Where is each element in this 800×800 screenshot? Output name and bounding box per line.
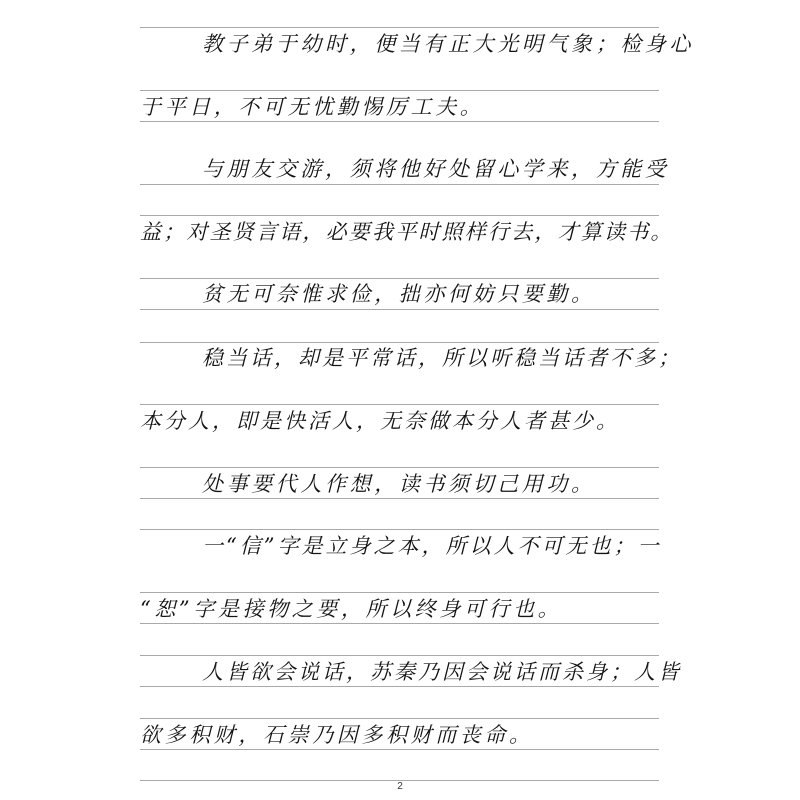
text-line: 益；对圣贤言语，必要我平时照样行去，才算读书。: [140, 220, 674, 244]
text-line: 人皆欲会说话，苏秦乃因会说话而杀身；人皆: [202, 660, 682, 684]
ruled-line: [140, 278, 659, 279]
text-line: 稳当话，却是平常话，所以听稳当话者不多；: [202, 346, 682, 370]
ruled-line: [140, 404, 659, 405]
text-line: 与朋友交游，须将他好处留心学来，方能受: [202, 157, 670, 181]
text-line: 一“信”字是立身之本，所以人不可无也；一: [202, 534, 662, 558]
ruled-line: [140, 184, 659, 185]
ruled-line: [140, 749, 659, 750]
ruled-line: [140, 686, 659, 687]
text-line: 处事要代人作想，读书须切己用功。: [202, 472, 596, 496]
ruled-line: [140, 529, 659, 530]
ruled-line: [140, 623, 659, 624]
text-line: 教子弟于幼时，便当有正大光明气象；检身心: [202, 32, 694, 56]
page-number: 2: [397, 781, 403, 792]
ruled-line: [140, 467, 659, 468]
ruled-line: [140, 655, 659, 656]
ruled-line: [140, 592, 659, 593]
ruled-line: [140, 90, 659, 91]
text-line: 于平日，不可无忧勤惕厉工夫。: [140, 95, 485, 119]
ruled-line: [140, 309, 659, 310]
ruled-line: [140, 27, 659, 28]
ruled-line: [140, 718, 659, 719]
text-line: 贫无可奈惟求俭，拙亦何妨只要勤。: [202, 282, 596, 306]
ruled-line: [140, 215, 659, 216]
ruled-line: [140, 342, 659, 343]
ruled-line: [140, 121, 659, 122]
text-line: 本分人，即是快活人，无奈做本分人者甚少。: [140, 409, 620, 433]
ruled-line: [140, 498, 659, 499]
text-line: “恕”字是接物之要，所以终身可行也。: [140, 597, 563, 621]
text-line: 欲多积财，石崇乃因多积财而丧命。: [140, 723, 534, 747]
